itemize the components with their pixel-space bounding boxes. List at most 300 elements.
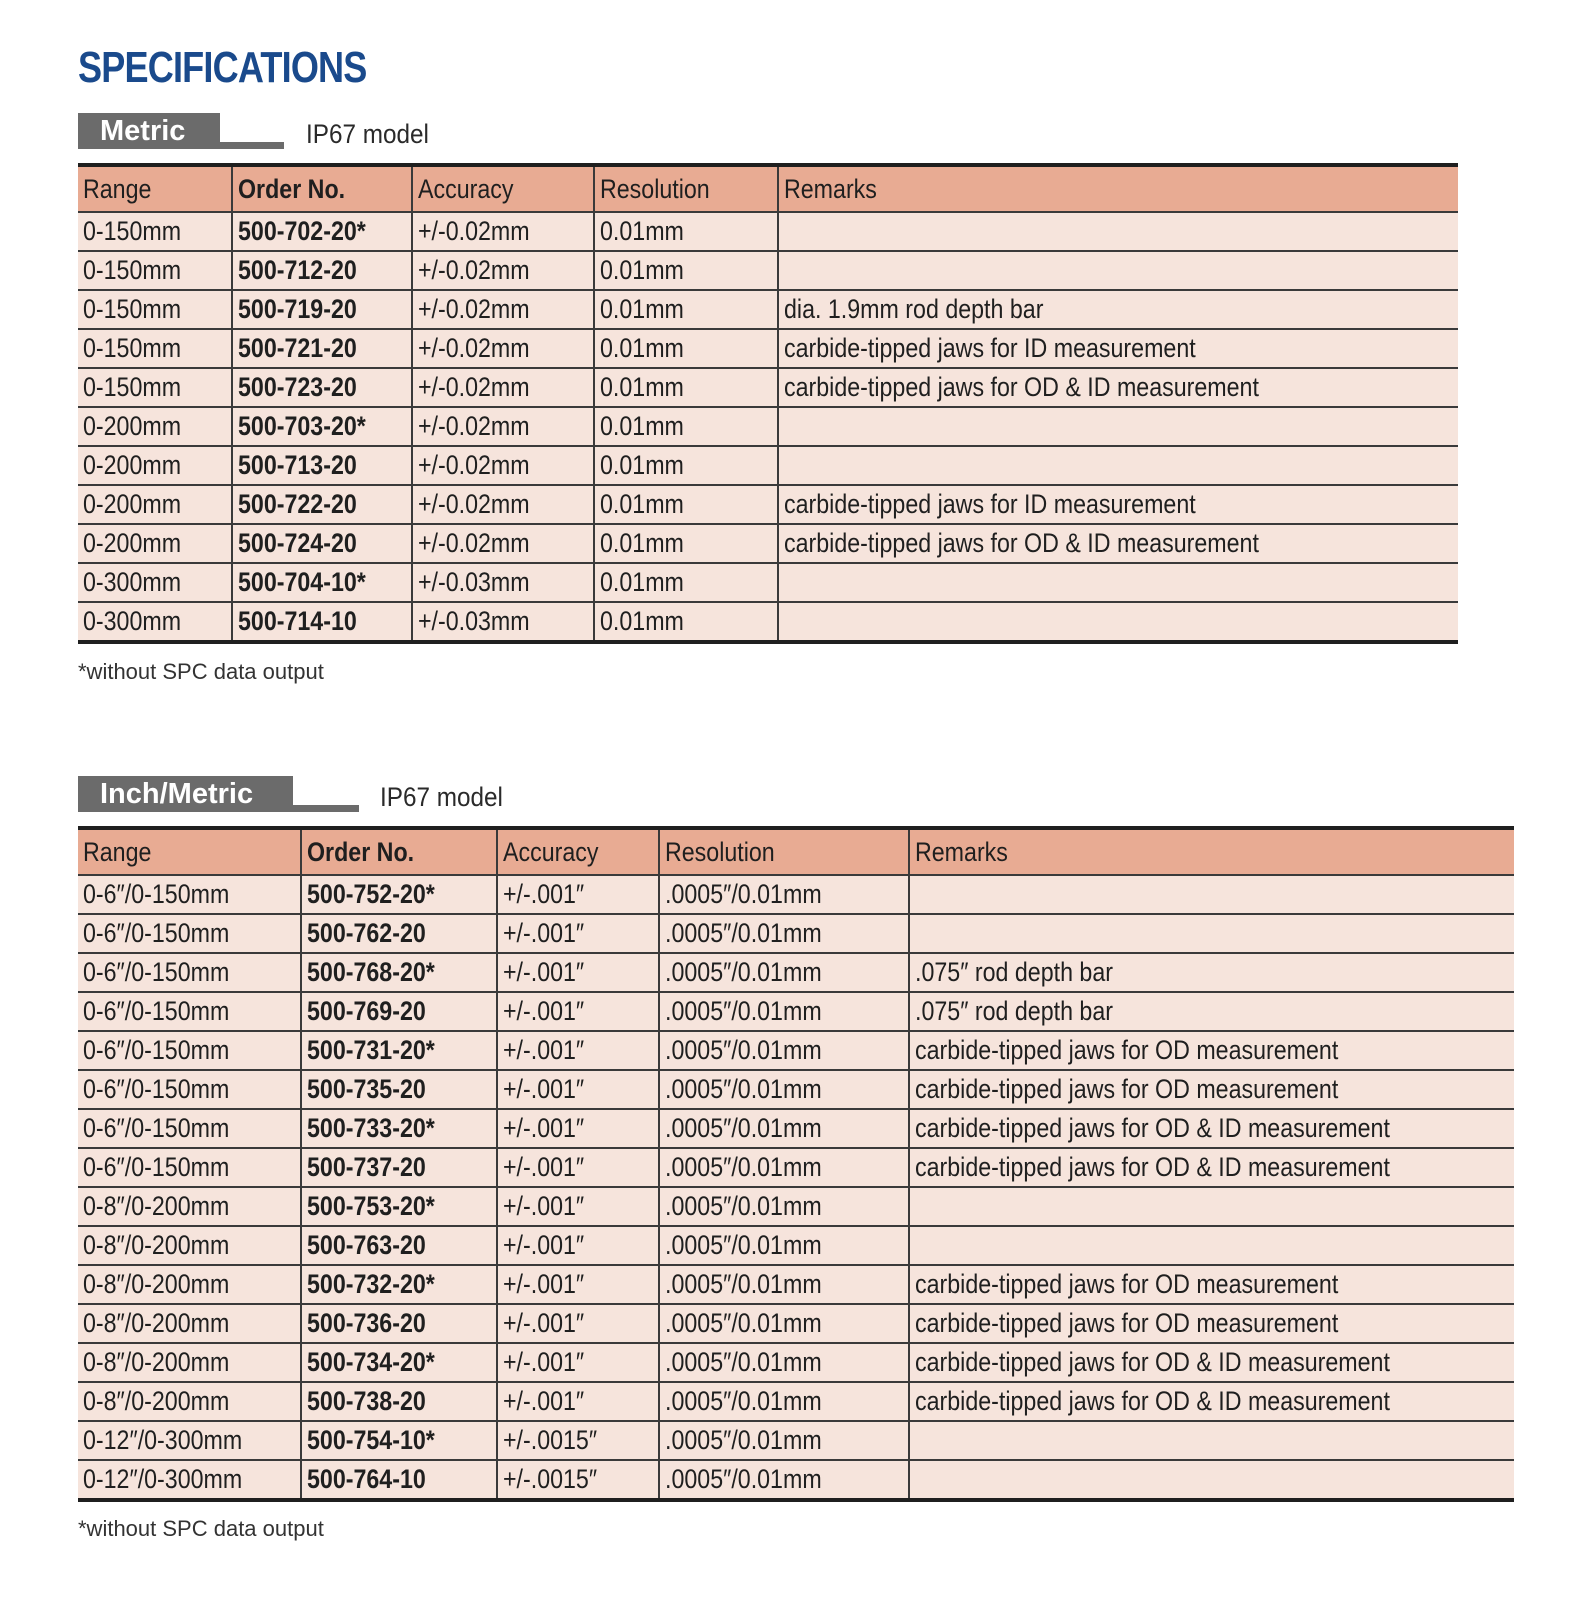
table-row (78, 1343, 1514, 1382)
cell-order-no (301, 1382, 497, 1421)
metric-model-label: IP67 model (306, 119, 429, 149)
metric-footnote: *without SPC data output (78, 659, 324, 684)
cell-text: carbide-tipped jaws for OD measurement (915, 1035, 1339, 1065)
cell-remarks (909, 914, 1514, 953)
cell-range (78, 485, 232, 524)
cell-text: 0.01mm (600, 216, 684, 246)
cell-accuracy (412, 446, 594, 485)
cell-remarks (778, 485, 1458, 524)
cell-remarks (909, 1187, 1514, 1226)
cell-text: 500-702-20* (238, 216, 366, 246)
cell-text: carbide-tipped jaws for OD & ID measurement (915, 1152, 1390, 1182)
header-row (78, 828, 1514, 875)
cell-text: .0005″/0.01mm (665, 1230, 822, 1260)
cell-text: .0005″/0.01mm (665, 1269, 822, 1299)
cell-text: 0-8″/0-200mm (83, 1191, 230, 1221)
cell-accuracy (497, 953, 659, 992)
column-header-order-no (232, 165, 412, 212)
table-row (78, 992, 1514, 1031)
cell-text: 500-719-20 (238, 294, 357, 324)
cell-remarks (909, 1226, 1514, 1265)
cell-text: .0005″/0.01mm (665, 1464, 822, 1494)
cell-resolution (594, 407, 778, 446)
table-row (78, 485, 1458, 524)
table-row (78, 368, 1458, 407)
cell-remarks (909, 1421, 1514, 1460)
table-row (78, 290, 1458, 329)
cell-text: 0-300mm (83, 567, 182, 597)
cell-resolution (659, 1226, 909, 1265)
cell-order-no (301, 914, 497, 953)
cell-resolution (594, 602, 778, 642)
column-header-label: Order No. (307, 837, 415, 867)
cell-order-no (301, 1343, 497, 1382)
inch-metric-tag: Inch/Metric (78, 776, 293, 812)
cell-resolution (594, 524, 778, 563)
cell-text: 0.01mm (600, 528, 684, 558)
cell-remarks (909, 1031, 1514, 1070)
cell-remarks (778, 290, 1458, 329)
inch-section (78, 772, 1514, 1542)
table-row (78, 1070, 1514, 1109)
column-header-label: Accuracy (503, 837, 599, 867)
cell-remarks (909, 1265, 1514, 1304)
cell-text: 0.01mm (600, 333, 684, 363)
cell-order-no (301, 953, 497, 992)
cell-remarks (778, 602, 1458, 642)
cell-text: +/-0.02mm (418, 255, 530, 285)
column-header-accuracy (412, 165, 594, 212)
cell-resolution (659, 1265, 909, 1304)
cell-range (78, 1460, 301, 1500)
cell-text: +/-.001″ (503, 879, 585, 909)
cell-text: +/-0.02mm (418, 489, 530, 519)
cell-accuracy (412, 212, 594, 251)
cell-order-no (232, 524, 412, 563)
cell-accuracy (412, 602, 594, 642)
cell-range (78, 524, 232, 563)
cell-text: carbide-tipped jaws for OD & ID measurement (915, 1386, 1390, 1416)
cell-text: 0.01mm (600, 411, 684, 441)
cell-text: 0.01mm (600, 450, 684, 480)
column-header-label: Remarks (784, 174, 877, 204)
cell-text: 500-723-20 (238, 372, 357, 402)
table-row (78, 875, 1514, 914)
cell-text: 500-721-20 (238, 333, 357, 363)
table-row (78, 329, 1458, 368)
cell-accuracy (412, 485, 594, 524)
cell-remarks (909, 992, 1514, 1031)
cell-accuracy (497, 1109, 659, 1148)
cell-remarks (909, 1304, 1514, 1343)
cell-text: 500-754-10* (307, 1425, 435, 1455)
inch-footnote: *without SPC data output (78, 1516, 324, 1541)
cell-resolution (659, 1070, 909, 1109)
cell-accuracy (412, 563, 594, 602)
cell-text: carbide-tipped jaws for OD measurement (915, 1074, 1339, 1104)
table-row (78, 446, 1458, 485)
cell-text: 500-737-20 (307, 1152, 426, 1182)
cell-text: 500-738-20 (307, 1386, 426, 1416)
cell-remarks (778, 368, 1458, 407)
cell-range (78, 1109, 301, 1148)
cell-accuracy (497, 1265, 659, 1304)
table-row (78, 212, 1458, 251)
cell-range (78, 446, 232, 485)
metric-table-header (78, 165, 1458, 212)
cell-text: carbide-tipped jaws for OD measurement (915, 1308, 1339, 1338)
cell-text: 0-150mm (83, 255, 182, 285)
inch-spec-table (78, 826, 1514, 1502)
tag-underline (218, 142, 284, 149)
cell-accuracy (412, 329, 594, 368)
table-row (78, 1304, 1514, 1343)
cell-remarks (909, 1109, 1514, 1148)
cell-order-no (301, 1460, 497, 1500)
cell-range (78, 1265, 301, 1304)
cell-range (78, 407, 232, 446)
inch-section-header (78, 772, 1514, 814)
cell-resolution (659, 953, 909, 992)
cell-order-no (301, 1070, 497, 1109)
cell-accuracy (497, 1070, 659, 1109)
cell-range (78, 290, 232, 329)
cell-range (78, 602, 232, 642)
cell-order-no (232, 485, 412, 524)
inch-model-label: IP67 model (380, 782, 503, 812)
cell-accuracy (497, 1382, 659, 1421)
cell-range (78, 1343, 301, 1382)
cell-order-no (301, 1031, 497, 1070)
cell-text: 0-6″/0-150mm (83, 1152, 230, 1182)
table-row (78, 1226, 1514, 1265)
cell-text: .0005″/0.01mm (665, 1191, 822, 1221)
cell-text: +/-0.02mm (418, 411, 530, 441)
cell-text: .0005″/0.01mm (665, 957, 822, 987)
cell-text: +/-.0015″ (503, 1425, 598, 1455)
cell-range (78, 1187, 301, 1226)
cell-text: .0005″/0.01mm (665, 1113, 822, 1143)
cell-range (78, 368, 232, 407)
cell-resolution (659, 1382, 909, 1421)
cell-order-no (232, 329, 412, 368)
column-header-label: Range (83, 837, 152, 867)
cell-resolution (594, 368, 778, 407)
cell-remarks (909, 1343, 1514, 1382)
cell-range (78, 251, 232, 290)
cell-text: 0-6″/0-150mm (83, 1074, 230, 1104)
cell-remarks (909, 1070, 1514, 1109)
cell-range (78, 992, 301, 1031)
cell-text: +/-0.02mm (418, 333, 530, 363)
cell-text: 500-762-20 (307, 918, 426, 948)
cell-accuracy (412, 524, 594, 563)
cell-text: 500-713-20 (238, 450, 357, 480)
cell-text: 0-12″/0-300mm (83, 1425, 243, 1455)
cell-text: 500-764-10 (307, 1464, 426, 1494)
cell-text: .0005″/0.01mm (665, 918, 822, 948)
cell-accuracy (497, 1304, 659, 1343)
cell-resolution (659, 1460, 909, 1500)
cell-text: 500-768-20* (307, 957, 435, 987)
cell-text: 0-6″/0-150mm (83, 957, 230, 987)
cell-text: 0-6″/0-150mm (83, 918, 230, 948)
cell-order-no (301, 992, 497, 1031)
cell-text: 0.01mm (600, 567, 684, 597)
cell-order-no (301, 875, 497, 914)
cell-range (78, 914, 301, 953)
cell-text: 0-150mm (83, 294, 182, 324)
metric-spec-table (78, 163, 1458, 644)
cell-text: .075″ rod depth bar (915, 996, 1114, 1026)
cell-text: 0-200mm (83, 489, 182, 519)
cell-order-no (232, 446, 412, 485)
cell-text: 500-735-20 (307, 1074, 426, 1104)
cell-order-no (301, 1148, 497, 1187)
cell-text: .0005″/0.01mm (665, 1386, 822, 1416)
cell-text: +/-.001″ (503, 918, 585, 948)
table-row (78, 251, 1458, 290)
cell-text: +/-.001″ (503, 1113, 585, 1143)
cell-range (78, 329, 232, 368)
cell-order-no (301, 1265, 497, 1304)
cell-text: 500-769-20 (307, 996, 426, 1026)
cell-text: .0005″/0.01mm (665, 1308, 822, 1338)
column-header-label: Resolution (665, 837, 775, 867)
table-row (78, 953, 1514, 992)
cell-text: 0.01mm (600, 606, 684, 636)
cell-text: 0-8″/0-200mm (83, 1347, 230, 1377)
cell-text: +/-.001″ (503, 1347, 585, 1377)
cell-text: 500-736-20 (307, 1308, 426, 1338)
cell-range (78, 1382, 301, 1421)
column-header-remarks (909, 828, 1514, 875)
cell-text: +/-0.03mm (418, 567, 530, 597)
cell-remarks (909, 953, 1514, 992)
cell-text: carbide-tipped jaws for OD & ID measurement (784, 528, 1259, 558)
column-header-accuracy (497, 828, 659, 875)
cell-text: .0005″/0.01mm (665, 1035, 822, 1065)
table-row (78, 1382, 1514, 1421)
table-row (78, 1109, 1514, 1148)
cell-accuracy (497, 914, 659, 953)
cell-remarks (778, 563, 1458, 602)
cell-accuracy (497, 1187, 659, 1226)
cell-accuracy (412, 368, 594, 407)
cell-text: 0-150mm (83, 333, 182, 363)
table-row (78, 1460, 1514, 1500)
cell-range (78, 563, 232, 602)
cell-text: 500-763-20 (307, 1230, 426, 1260)
cell-text: .0005″/0.01mm (665, 879, 822, 909)
cell-text: 0-6″/0-150mm (83, 1113, 230, 1143)
cell-order-no (232, 563, 412, 602)
cell-text: 0-6″/0-150mm (83, 1035, 230, 1065)
cell-resolution (659, 1421, 909, 1460)
cell-accuracy (497, 1343, 659, 1382)
cell-text: 0-12″/0-300mm (83, 1464, 243, 1494)
cell-text: 500-724-20 (238, 528, 357, 558)
table-row (78, 914, 1514, 953)
metric-section (78, 109, 1458, 685)
cell-text: .075″ rod depth bar (915, 957, 1114, 987)
cell-text: +/-0.02mm (418, 216, 530, 246)
table-row (78, 1187, 1514, 1226)
cell-order-no (301, 1304, 497, 1343)
cell-text: 0-150mm (83, 372, 182, 402)
cell-text: 0.01mm (600, 255, 684, 285)
table-row (78, 1031, 1514, 1070)
cell-text: +/-0.03mm (418, 606, 530, 636)
cell-order-no (301, 1109, 497, 1148)
table-row (78, 407, 1458, 446)
column-header-label: Remarks (915, 837, 1008, 867)
cell-remarks (909, 1460, 1514, 1500)
cell-text: +/-0.02mm (418, 372, 530, 402)
cell-text: carbide-tipped jaws for OD & ID measurement (915, 1347, 1390, 1377)
cell-range (78, 1226, 301, 1265)
cell-text: 0-8″/0-200mm (83, 1308, 230, 1338)
cell-text: +/-.001″ (503, 1191, 585, 1221)
cell-remarks (909, 1382, 1514, 1421)
cell-text: +/-.001″ (503, 1230, 585, 1260)
cell-text: 0-8″/0-200mm (83, 1230, 230, 1260)
tag-underline (291, 805, 359, 812)
cell-text: dia. 1.9mm rod depth bar (784, 294, 1044, 324)
table-row (78, 563, 1458, 602)
cell-text: 500-712-20 (238, 255, 357, 285)
cell-remarks (778, 251, 1458, 290)
cell-resolution (594, 251, 778, 290)
cell-resolution (659, 875, 909, 914)
cell-text: carbide-tipped jaws for OD & ID measurement (784, 372, 1259, 402)
column-header-label: Resolution (600, 174, 710, 204)
cell-text: 0-6″/0-150mm (83, 996, 230, 1026)
cell-accuracy (497, 1148, 659, 1187)
cell-text: carbide-tipped jaws for ID measurement (784, 489, 1196, 519)
column-header-range (78, 828, 301, 875)
cell-resolution (659, 1187, 909, 1226)
metric-tag: Metric (78, 113, 220, 149)
cell-text: +/-.0015″ (503, 1464, 598, 1494)
table-row (78, 1421, 1514, 1460)
cell-accuracy (497, 875, 659, 914)
cell-text: 0.01mm (600, 372, 684, 402)
cell-resolution (659, 1031, 909, 1070)
table-row (78, 524, 1458, 563)
cell-range (78, 1070, 301, 1109)
metric-table-body (78, 212, 1458, 642)
cell-resolution (594, 563, 778, 602)
cell-accuracy (497, 1031, 659, 1070)
cell-accuracy (412, 251, 594, 290)
cell-text: 0-8″/0-200mm (83, 1386, 230, 1416)
cell-range (78, 875, 301, 914)
cell-range (78, 1304, 301, 1343)
inch-table-header (78, 828, 1514, 875)
cell-text: .0005″/0.01mm (665, 1074, 822, 1104)
cell-text: +/-.001″ (503, 1035, 585, 1065)
cell-text: 500-753-20* (307, 1191, 435, 1221)
cell-text: +/-.001″ (503, 1269, 585, 1299)
cell-resolution (594, 446, 778, 485)
cell-range (78, 212, 232, 251)
cell-text: 500-714-10 (238, 606, 357, 636)
cell-text: .0005″/0.01mm (665, 996, 822, 1026)
cell-order-no (232, 368, 412, 407)
cell-resolution (659, 1304, 909, 1343)
cell-remarks (778, 212, 1458, 251)
cell-text: +/-.001″ (503, 1386, 585, 1416)
cell-text: 500-734-20* (307, 1347, 435, 1377)
cell-order-no (232, 602, 412, 642)
cell-text: 0.01mm (600, 489, 684, 519)
cell-order-no (232, 251, 412, 290)
column-header-resolution (659, 828, 909, 875)
cell-text: 0-8″/0-200mm (83, 1269, 230, 1299)
cell-accuracy (412, 407, 594, 446)
cell-text: carbide-tipped jaws for OD & ID measurement (915, 1113, 1390, 1143)
cell-text: +/-.001″ (503, 1074, 585, 1104)
table-row (78, 602, 1458, 642)
cell-range (78, 1031, 301, 1070)
page-title: SPECIFICATIONS (78, 43, 367, 92)
cell-accuracy (497, 992, 659, 1031)
column-header-label: Accuracy (418, 174, 514, 204)
cell-text: +/-0.02mm (418, 450, 530, 480)
cell-text: 0.01mm (600, 294, 684, 324)
cell-order-no (301, 1226, 497, 1265)
cell-remarks (778, 446, 1458, 485)
cell-text: carbide-tipped jaws for OD measurement (915, 1269, 1339, 1299)
cell-resolution (659, 1343, 909, 1382)
header-row (78, 165, 1458, 212)
table-row (78, 1148, 1514, 1187)
cell-text: +/-.001″ (503, 1308, 585, 1338)
cell-text: +/-.001″ (503, 996, 585, 1026)
cell-text: carbide-tipped jaws for ID measurement (784, 333, 1196, 363)
cell-range (78, 1148, 301, 1187)
column-header-order-no (301, 828, 497, 875)
cell-resolution (594, 212, 778, 251)
cell-order-no (232, 212, 412, 251)
cell-text: 500-722-20 (238, 489, 357, 519)
cell-accuracy (497, 1421, 659, 1460)
cell-resolution (659, 992, 909, 1031)
cell-text: 0-6″/0-150mm (83, 879, 230, 909)
cell-resolution (659, 1109, 909, 1148)
cell-text: 0-150mm (83, 216, 182, 246)
inch-table-body (78, 875, 1514, 1500)
cell-text: .0005″/0.01mm (665, 1347, 822, 1377)
cell-order-no (301, 1187, 497, 1226)
column-header-label: Order No. (238, 174, 346, 204)
cell-text: 500-731-20* (307, 1035, 435, 1065)
cell-text: +/-.001″ (503, 957, 585, 987)
cell-remarks (909, 875, 1514, 914)
cell-text: 500-703-20* (238, 411, 366, 441)
cell-accuracy (497, 1460, 659, 1500)
cell-resolution (594, 329, 778, 368)
cell-remarks (778, 524, 1458, 563)
cell-text: 0-200mm (83, 450, 182, 480)
cell-accuracy (497, 1226, 659, 1265)
cell-accuracy (412, 290, 594, 329)
cell-text: 500-752-20* (307, 879, 435, 909)
cell-text: 0-300mm (83, 606, 182, 636)
cell-order-no (301, 1421, 497, 1460)
cell-text: +/-.001″ (503, 1152, 585, 1182)
